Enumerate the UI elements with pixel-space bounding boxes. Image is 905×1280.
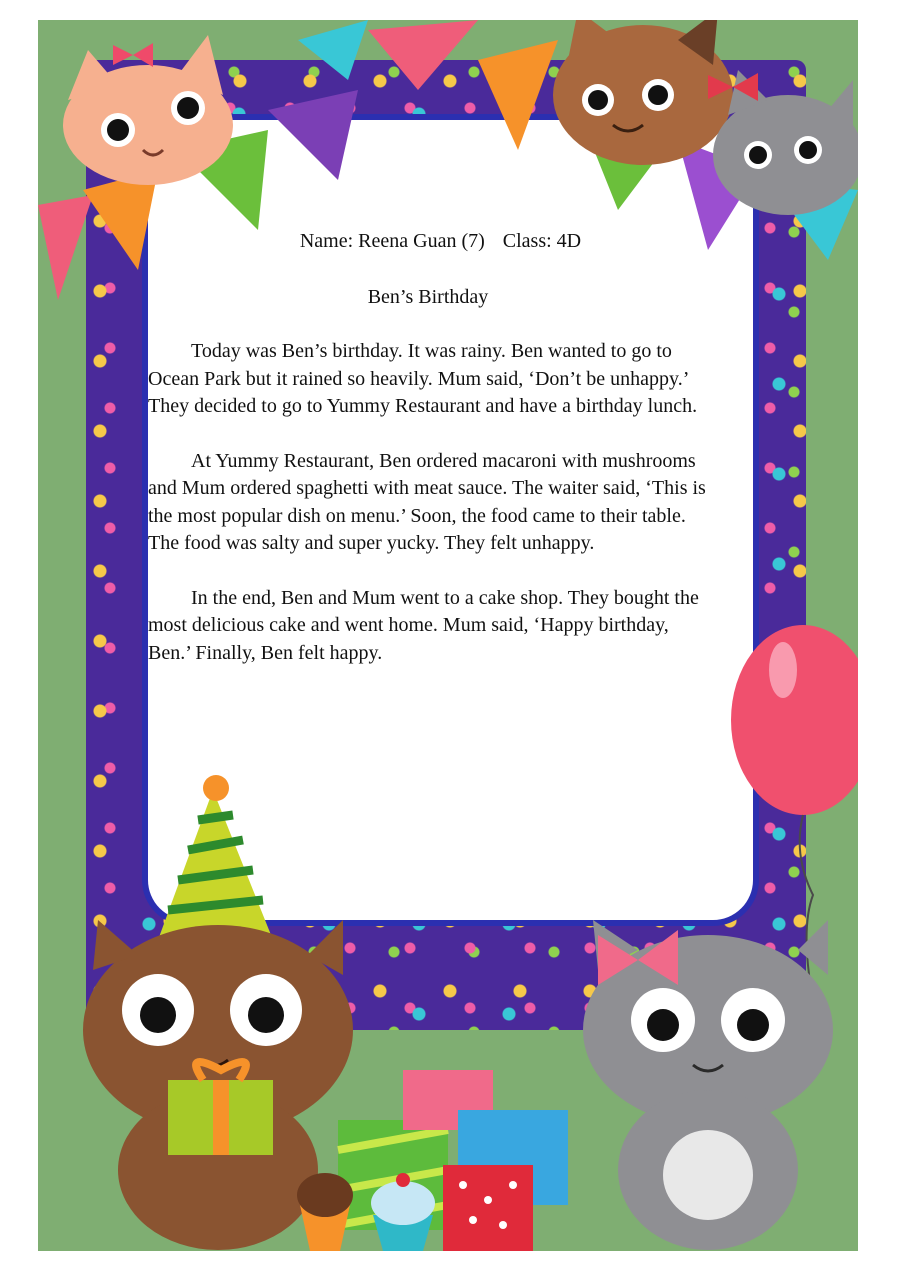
paragraph-3: In the end, Ben and Mum went to a cake shop. They bought the most delicious cake and went home. Mum said, ‘Happy birthday, Ben.’ Finally, Ben felt happy. (148, 586, 699, 664)
story-title: Ben’s Birthday (367, 285, 489, 308)
class-label: Class: 4D (502, 230, 582, 252)
party-hat-icon (158, 775, 273, 940)
student-name: Name: Reena Guan (7) (299, 230, 485, 252)
cat-face-icon (583, 920, 833, 1250)
paragraph-2: At Yummy Restaurant, Ben ordered macaroni with mushrooms and Mum ordered spaghetti with meat sauce. The waiter said, ‘This is the most popular dish on menu.’ Soon, the food came to their table. The food was salty and super yucky. They felt unhappy. (148, 449, 706, 554)
cat-face-icon (553, 20, 733, 165)
letter-content (148, 228, 708, 694)
header-line (148, 228, 708, 256)
paragraph-1: Today was Ben’s birthday. It was rainy. Ben wanted to go to Ocean Park but it rained so heavily. Mum said, ‘Don’t be unhappy.’ They decided to go to Yummy Restaurant and have a birthday lunch. (148, 340, 698, 417)
gift-box-icon (338, 1070, 568, 1251)
cat-face-icon (63, 35, 233, 185)
